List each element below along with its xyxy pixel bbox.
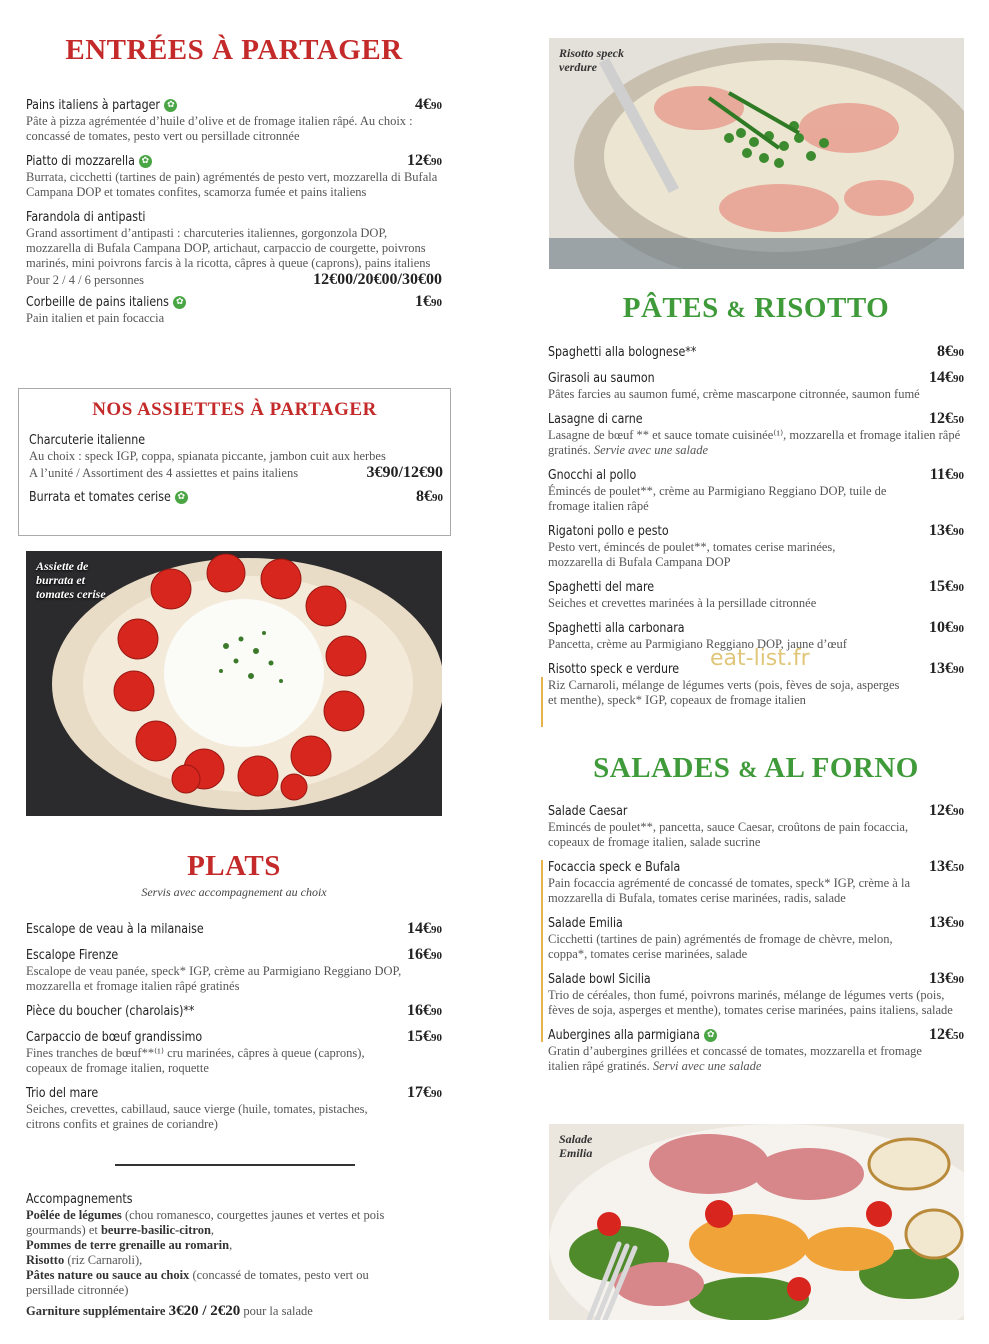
risotto-photo bbox=[549, 38, 964, 269]
item-description: Gratin d’aubergines grillées et concassé de tomates, mozzarella et fromage italien râpé gratinés. Servi avec une salade bbox=[548, 1044, 922, 1073]
item-description: Au choix : speck IGP, coppa, spianata piccante, jambon cuit aux herbes bbox=[29, 449, 386, 463]
salade-item[interactable] bbox=[548, 914, 964, 962]
item-description: Lasagne de bœuf ** et sauce tomate cuisinée⁽¹⁾, mozzarella et fromage italien râpé gratinés. Servie avec une salade bbox=[548, 428, 961, 457]
item-name: Aubergines alla parmigiana bbox=[548, 1027, 700, 1043]
plat-item[interactable] bbox=[26, 1084, 442, 1132]
burrata-item[interactable] bbox=[29, 488, 443, 506]
item-price: 13€50 bbox=[929, 858, 964, 875]
item-description: Pain focaccia agrémenté de concassé de tomates, speck* IGP, crème à la mozzarella di Bufala, tomates cerise marinées, radis, salade bbox=[548, 876, 910, 905]
salade-item[interactable] bbox=[548, 858, 964, 906]
item-price: 4€90 bbox=[415, 96, 442, 113]
pates-item[interactable] bbox=[548, 410, 964, 458]
salades-title: SALADES & AL FORNO bbox=[593, 752, 919, 784]
plats-list bbox=[26, 920, 442, 1140]
item-price: 16€90 bbox=[407, 1002, 442, 1019]
item-name: Salade Caesar bbox=[548, 803, 628, 819]
vegetarian-icon: ✿ bbox=[704, 1029, 717, 1042]
farandola-prices-row bbox=[26, 271, 442, 289]
item-name: Spaghetti alla bolognese** bbox=[548, 344, 697, 360]
charcuterie-item[interactable] bbox=[29, 431, 443, 482]
entree-item[interactable] bbox=[26, 293, 442, 326]
item-name: Piatto di mozzarella bbox=[26, 153, 135, 169]
item-price: 15€90 bbox=[407, 1028, 442, 1045]
garniture-line: Garniture supplémentaire 3€20 / 2€20 pour la salade bbox=[26, 1303, 313, 1319]
item-name: Pièce du boucher (charolais)** bbox=[26, 1003, 195, 1019]
entree-item[interactable] bbox=[26, 208, 442, 289]
highlight-bar bbox=[541, 677, 543, 727]
item-description: Émincés de poulet**, crème au Parmigiano Reggiano DOP, tuile de fromage italien râpé bbox=[548, 484, 887, 513]
item-name: Focaccia speck e Bufala bbox=[548, 859, 681, 875]
plats-subtitle: Servis avec accompagnement au choix bbox=[141, 885, 327, 899]
item-price: 17€90 bbox=[407, 1084, 442, 1101]
accompagnements bbox=[26, 1190, 416, 1319]
pates-item[interactable] bbox=[548, 466, 964, 514]
item-price: 10€90 bbox=[929, 619, 964, 636]
plats-title: PLATS bbox=[187, 850, 281, 882]
item-description: Riz Carnaroli, mélange de légumes verts (pois, fèves de soja, asperges et menthe), speck* IGP, copeaux de fromage italien bbox=[548, 678, 900, 707]
item-description: Emincés de poulet**, pancetta, sauce Caesar, croûtons de pain focaccia, copeaux de fromage italien, salade sucrine bbox=[548, 820, 909, 849]
acc-line: Pommes de terre grenaille au romarin, bbox=[26, 1238, 233, 1252]
pates-title: PÂTES & RISOTTO bbox=[622, 292, 890, 324]
item-price: 12€50 bbox=[929, 410, 964, 427]
item-price: 16€90 bbox=[407, 946, 442, 963]
plat-item[interactable] bbox=[26, 1028, 442, 1076]
entree-item[interactable] bbox=[26, 96, 442, 144]
burrata-caption: Assiette de burrata et tomates cerise bbox=[36, 559, 106, 601]
item-price: 11€90 bbox=[929, 466, 964, 483]
item-price: 13€90 bbox=[929, 660, 964, 677]
pates-item[interactable] bbox=[548, 369, 964, 402]
burrata-photo bbox=[26, 551, 442, 816]
item-name: Lasagne di carne bbox=[548, 411, 643, 427]
item-description: Seiches et crevettes marinées à la persillade citronnée bbox=[548, 596, 817, 610]
salades-list bbox=[548, 802, 964, 1082]
item-price: 15€90 bbox=[929, 578, 964, 595]
item-description: Pâtes farcies au saumon fumé, crème mascarpone citronnée, saumon fumé bbox=[548, 387, 920, 401]
vegetarian-icon: ✿ bbox=[175, 491, 188, 504]
pates-item[interactable] bbox=[548, 343, 964, 361]
item-description: Escalope de veau panée, speck* IGP, crème au Parmigiano Reggiano DOP, mozzarella et fromage italien râpé gratinés bbox=[26, 964, 402, 993]
pates-item[interactable] bbox=[548, 578, 964, 611]
item-price: 13€90 bbox=[929, 522, 964, 539]
salade-item[interactable] bbox=[548, 970, 964, 1018]
item-description: Seiches, crevettes, cabillaud, sauce vierge (huile, tomates, pistaches, citrons confits et graines de coriandre) bbox=[26, 1102, 368, 1131]
entree-item[interactable] bbox=[26, 152, 442, 200]
item-name: Spaghetti alla carbonara bbox=[548, 620, 685, 636]
item-description: Grand assortiment d’antipasti : charcuteries italiennes, gorgonzola DOP, mozzarella di Bufala Campana DOP, artichaut, carpaccio de courgette, poivrons marinés, mini poivrons farcis à la ricotta, câpres à queue (caprons), pains italiens bbox=[26, 226, 431, 270]
vegetarian-icon: ✿ bbox=[173, 296, 186, 309]
item-name: Gnocchi al pollo bbox=[548, 467, 637, 483]
item-name: Pains italiens à partager bbox=[26, 97, 160, 113]
salade-emilia-photo bbox=[549, 1124, 964, 1320]
item-description: Trio de céréales, thon fumé, poivrons marinés, mélange de légumes verts (pois, fèves de soja, asperges et menthe), tomates cerise marinées, pains italiens, salade bbox=[548, 988, 953, 1017]
item-name: Salade Emilia bbox=[548, 915, 623, 931]
entrees-list bbox=[26, 96, 442, 334]
item-name: Salade bowl Sicilia bbox=[548, 971, 651, 987]
item-price: 12€50 bbox=[929, 1026, 964, 1043]
item-name: Rigatoni pollo e pesto bbox=[548, 523, 669, 539]
item-price: 12€90 bbox=[407, 152, 442, 169]
salade-item[interactable] bbox=[548, 1026, 964, 1074]
assiettes-box bbox=[18, 388, 451, 536]
item-name: Girasoli au saumon bbox=[548, 370, 655, 386]
item-name: Trio del mare bbox=[26, 1085, 99, 1101]
item-name: Farandola di antipasti bbox=[26, 209, 146, 225]
item-description: Pancetta, crème au Parmigiano Reggiano DOP, jaune d’œuf bbox=[548, 637, 847, 651]
item-description: Burrata, cicchetti (tartines de pain) agrémentés de pesto vert, mozzarella di Bufala Campana DOP et tomates confites, scamorza fumée et pains italiens bbox=[26, 170, 438, 199]
acc-line: Risotto (riz Carnaroli), bbox=[26, 1253, 143, 1267]
item-price: 3€90/12€90 bbox=[366, 464, 443, 481]
plat-item[interactable] bbox=[26, 946, 442, 994]
item-price: 13€90 bbox=[929, 914, 964, 931]
item-name: Corbeille de pains italiens bbox=[26, 294, 169, 310]
charcuterie-unit: A l’unité / Assortiment des 4 assiettes et pains italiens bbox=[29, 466, 299, 480]
plat-item[interactable] bbox=[26, 920, 442, 938]
plats-section bbox=[26, 848, 442, 900]
emilia-caption: Salade Emilia bbox=[559, 1132, 593, 1160]
item-price: 14€90 bbox=[929, 369, 964, 386]
acc-title: Accompagnements bbox=[26, 1191, 133, 1207]
vegetarian-icon: ✿ bbox=[139, 155, 152, 168]
vegetarian-icon: ✿ bbox=[164, 99, 177, 112]
divider bbox=[115, 1164, 355, 1166]
highlight-bar bbox=[541, 860, 543, 1042]
item-name: Charcuterie italienne bbox=[29, 432, 146, 448]
item-name: Carpaccio de bœuf grandissimo bbox=[26, 1029, 203, 1045]
farandola-prices: 12€00/20€00/30€00 bbox=[313, 271, 442, 288]
plat-item[interactable] bbox=[26, 1002, 442, 1020]
salade-item[interactable] bbox=[548, 802, 964, 850]
item-price: 12€90 bbox=[929, 802, 964, 819]
item-description: Cicchetti (tartines de pain) agrémentés de fromage de chèvre, melon, coppa*, tomates cerise marinées, salade bbox=[548, 932, 893, 961]
farandola-persons: Pour 2 / 4 / 6 personnes bbox=[26, 273, 145, 287]
item-name: Spaghetti del mare bbox=[548, 579, 655, 595]
acc-line: Poêlée de légumes (chou romanesco, courgettes jaunes et vertes et pois gourmands) et beurre-basilic-citron, bbox=[26, 1208, 385, 1237]
watermark: eat-list.fr bbox=[710, 646, 810, 671]
pates-item[interactable] bbox=[548, 522, 964, 570]
item-description: Pâte à pizza agrémentée d’huile d’olive et de fromage italien râpé. Au choix : concassé de tomates, pesto vert ou persillade citronnée bbox=[26, 114, 413, 143]
item-description: Pain italien et pain focaccia bbox=[26, 311, 165, 325]
item-price: 8€90 bbox=[937, 343, 964, 360]
risotto-caption: Risotto speck verdure bbox=[559, 46, 624, 74]
item-name: Escalope de veau à la milanaise bbox=[26, 921, 204, 937]
item-price: 1€90 bbox=[415, 293, 442, 310]
item-name: Escalope Firenze bbox=[26, 947, 119, 963]
acc-line: Pâtes nature ou sauce au choix (concassé de tomates, pesto vert ou persillade citronnée) bbox=[26, 1268, 369, 1297]
entrees-title: ENTRÉES À PARTAGER bbox=[65, 34, 403, 66]
item-price: 14€90 bbox=[407, 920, 442, 937]
item-name: Risotto speck e verdure bbox=[548, 661, 680, 677]
assiettes-title: NOS ASSIETTES À PARTAGER bbox=[92, 399, 377, 420]
item-price: 8€90 bbox=[416, 488, 443, 505]
item-name: Burrata et tomates cerise bbox=[29, 489, 171, 505]
item-description: Pesto vert, émincés de poulet**, tomates cerise marinées, mozzarella di Bufala Campana DOP bbox=[548, 540, 836, 569]
item-price: 13€90 bbox=[929, 970, 964, 987]
item-description: Fines tranches de bœuf**⁽¹⁾ cru marinées, câpres à queue (caprons), copeaux de fromage italien, roquette bbox=[26, 1046, 365, 1075]
